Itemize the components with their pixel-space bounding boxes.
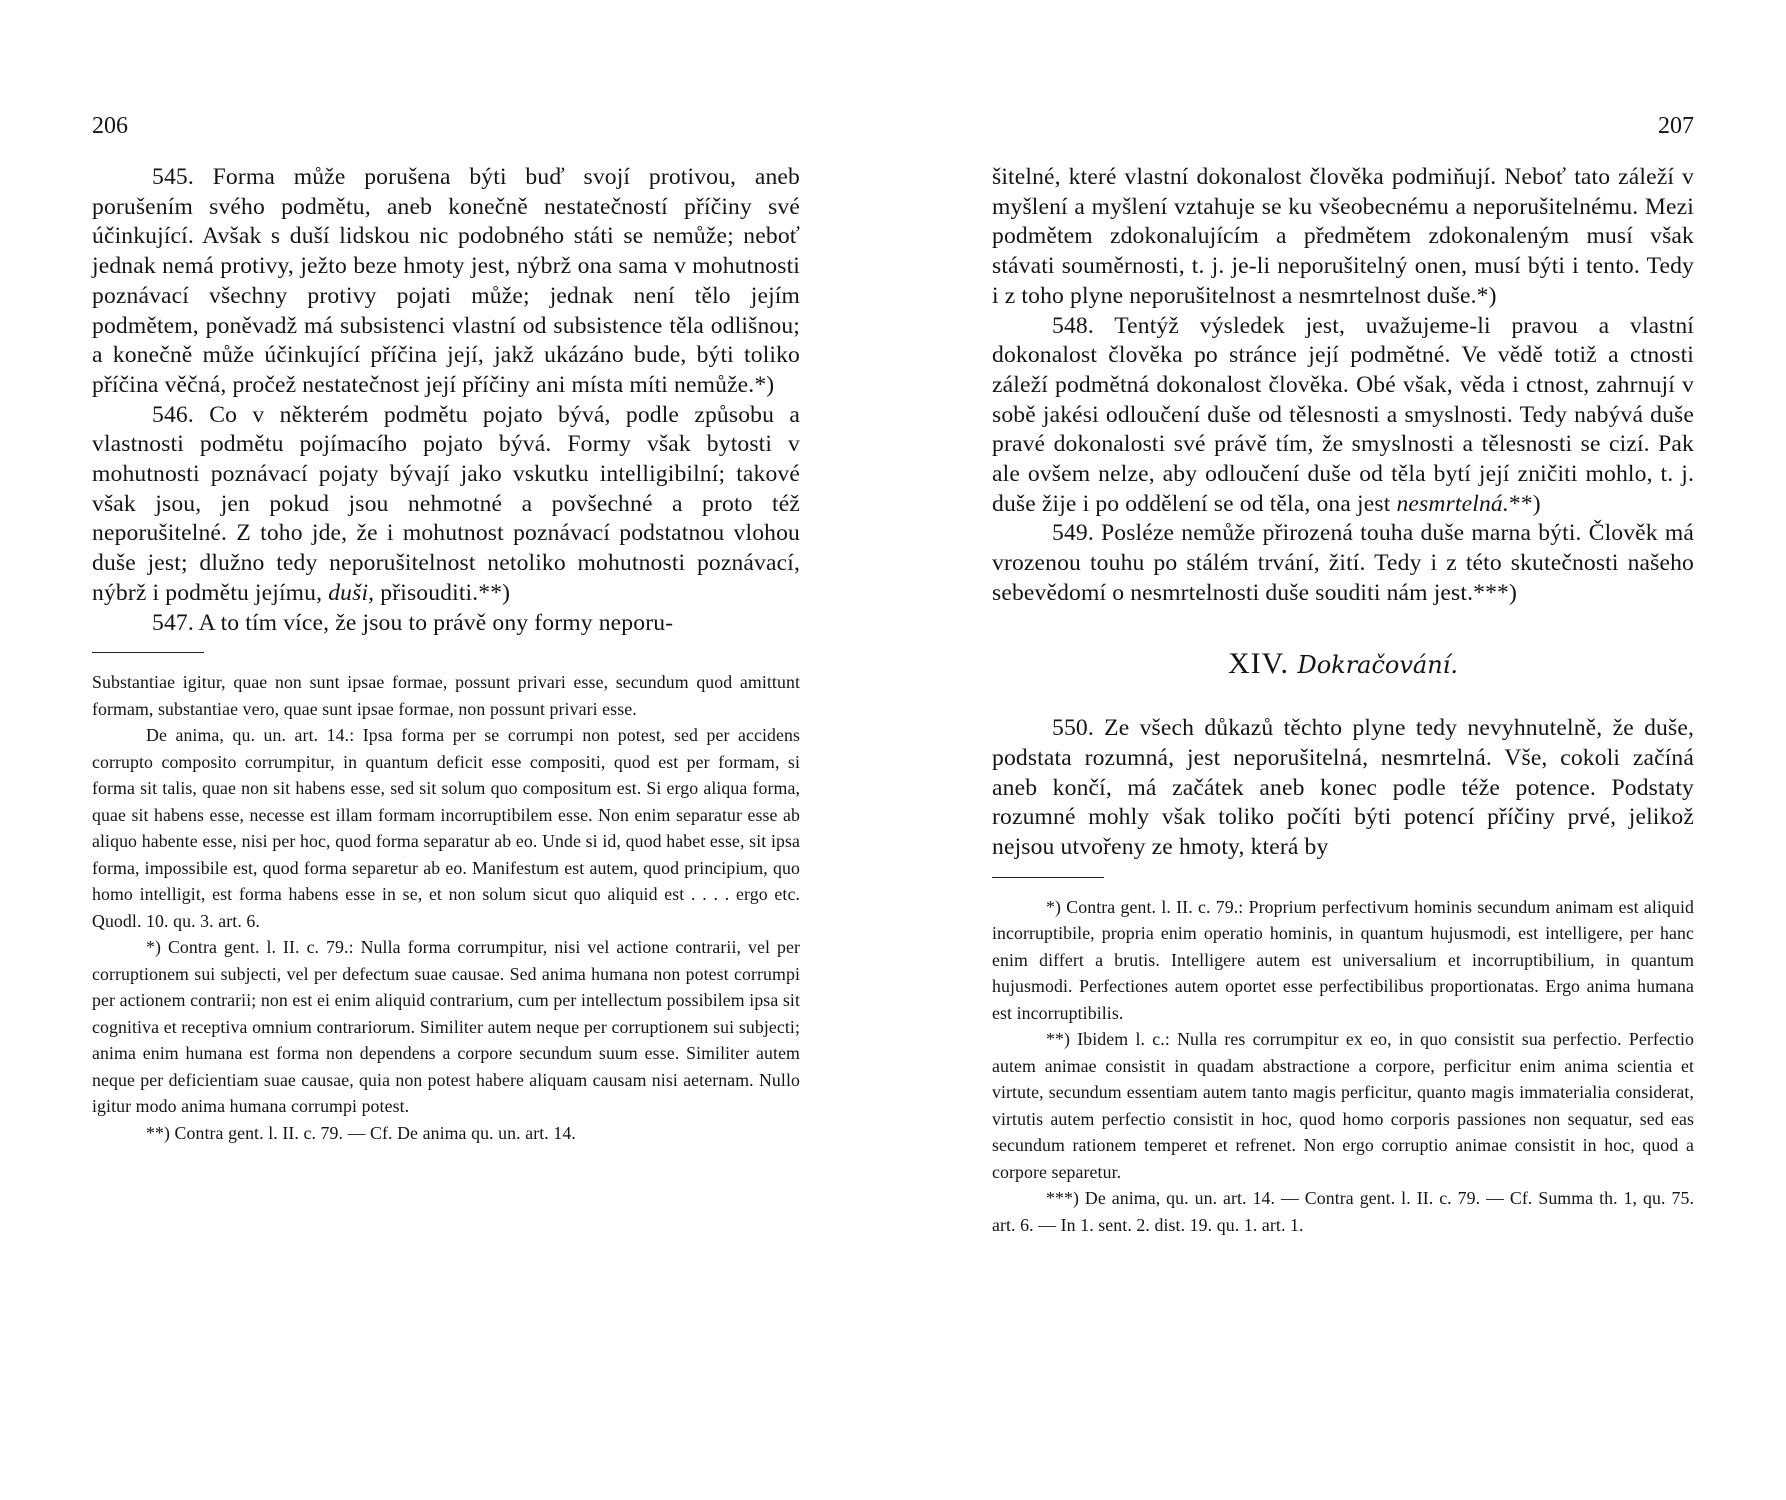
paragraph-545: 545. Forma může porušena býti buď svojí protivou, aneb porušením svého podmětu, aneb konečně nestatečností příčiny své účinkující. Avšak s duší lidskou nic podobného státi se nemůže; neboť jednak nemá protivy, ježto beze hmoty jest, nýbrž ona sama v mohutnosti poznávací všechny protivy pojati může; jednak není tělo jejím podmětem, poněvadž má subsistenci vlastní od subsistence těla odlišnou; a konečně může účinkující příčina její, jakž ukázáno bude, býti toliko příčina věčná, pročež nestatečnost její příčiny ani místa míti nemůže.*) xyxy=(92,164,800,398)
footnote-3: ***) De anima, qu. un. art. 14. — Contra gent. l. II. c. 79. — Cf. Summa th. 1, qu. 75. art. 6. — In 1. sent. 2. dist. 19. qu. 1. art. 1. xyxy=(992,1188,1694,1235)
emphasis-dusi: duši, xyxy=(328,579,375,606)
page-number: 207 xyxy=(1658,113,1694,139)
footnote-1: *) Contra gent. l. II. c. 79.: Nulla forma corrumpitur, nisi vel actione contrarii, vel per corruptionem sui subjecti, vel per defectum suae causae. Sed anima humana non potest corrumpi per actionem contrarii; non est ei enim aliquid contrarium, cum per intellectum possibilem ipsa sit cognitiva et receptiva omnium contrariorum. Similiter autem neque per corruptionem sui subjecti; anima enim humana est forma non dependens a corpore secundum suum esse. Similiter autem neque per deficientiam suae causae, quia non potest habere aliquam causam nisi aeternam. Nullo igitur modo anima humana corrumpi potest. xyxy=(92,937,800,1117)
paragraph-550: 550. Ze všech důkazů těchto plyne tedy nevyhnutelně, že duše, podstata rozumná, jest neporušitelná, nesmrtelná. Vše, cokoli začíná aneb končí, má začátek aneb konec podle téže potence. Podstaty rozumné mohly však toliko počíti býti potencí příčiny prvé, jelikož nejsou utvořeny ze hmoty, která by xyxy=(992,715,1694,861)
main-text xyxy=(92,163,800,1146)
paragraph-548-end: **) xyxy=(1508,490,1541,517)
section-heading xyxy=(992,646,1694,681)
paragraph-547: 547. A to tím více, že jsou to právě ony formy neporu- xyxy=(152,609,674,636)
footnote-divider xyxy=(992,877,1104,878)
right-page xyxy=(992,0,1694,1500)
footnote-1: *) Contra gent. l. II. c. 79.: Proprium perfectivum hominis secundum animam est aliquid incorruptibile, propria enim operatio hominis, in quantum hujusmodi, est intelligere, per hanc enim differt a brutis. Intelligere autem est universalium et incorruptibilium, in quantum hujusmodi. Perfectiones autem oportet esse perfectibilibus proportionatas. Ergo anima humana est incorruptibilis. xyxy=(992,896,1694,1023)
footnotes xyxy=(92,669,800,1146)
paragraph-546-text: 546. Co v některém podmětu pojato bývá, podle způsobu a vlastnosti podmětu pojímacího pojato bývá. Formy však bytosti v mohutnosti poznávací pojaty bývají jako vskutku intelligibilní; takové však jsou, jen pokud jsou nehmotné a povšechné a proto též neporušitelné. Z toho jde, že i mohutnost poznávací podstatnou vlohou duše jest; dlužno tedy neporušitelnost netoliko mohutnosti poznávací, nýbrž i podmětu jejímu, xyxy=(92,401,800,606)
footnote-2: **) Contra gent. l. II. c. 79. — Cf. De anima qu. un. art. 14. xyxy=(146,1122,576,1143)
paragraph-547-continued: šitelné, které vlastní dokonalost člověka podmiňují. Neboť tato záleží v myšlení a myšlení vztahuje se ku všeobecnému a neporušitelnému. Mezi podmětem zdokonalujícím a předmětem zdokonaleným musí však stávati souměrnosti, t. j. je-li neporušitelný onen, musí býti i tento. Tedy i z toho plyne neporušitelnost a nesmrtelnost duše.*) xyxy=(992,164,1694,309)
footnote-2: **) Ibidem l. c.: Nulla res corrumpitur ex eo, in quo consistit sua perfectio. Perfectio autem animae consistit in quadam abstractione a corpore, perficitur enim anima scientia et virtute, secundum essentiam autem tanto magis perficitur, quanto magis immaterialia considerat, virtutis autem perfectio consistit in hoc, quod homo corporis passiones non sequatur, sed eas secundum rationem temperet et refrenet. Non ergo corruptio animae consistit in hoc, quod a corpore separetur. xyxy=(992,1029,1694,1182)
footnotes xyxy=(992,894,1694,1239)
footnote-divider xyxy=(92,652,204,653)
emphasis-nesmrtelna: nesmrtelná. xyxy=(1396,490,1509,517)
footnote-de-anima: De anima, qu. un. art. 14.: Ipsa forma per se corrumpi non potest, sed per accidens corrupto composito corrumpitur, in quantum deficit esse compositi, quod est per formam, si forma sit talis, quae non sit habens esse, sed sit solum quo compositum est. Si ergo aliqua forma, quae sit habens esse, necesse est illam formam incorruptibilem esse. Non enim separatur esse ab aliquo habente esse, nisi per hoc, quod forma separatur ab eo. Unde si id, quod habet esse, sit ipsa forma, impossibile est, quod forma separetur ab eo. Manifestum est autem, quod principium, quo homo intelligit, est forma habens esse in se, et non solum sicut quo aliquid est . . . . ergo etc. Quodl. 10. qu. 3. art. 6. xyxy=(92,725,800,931)
section-title: Dokračování. xyxy=(1297,650,1458,679)
paragraph-546-end: přisouditi.**) xyxy=(380,579,511,606)
left-page xyxy=(92,0,800,1500)
main-text xyxy=(992,163,1694,1238)
footnote-continuation: Substantiae igitur, quae non sunt ipsae formae, possunt privari esse, secundum quod amittunt formam, substantiae vero, quae sunt ipsae formae, non possunt privari esse. xyxy=(92,672,800,719)
section-numeral: XIV. xyxy=(1228,646,1289,680)
paragraph-549: 549. Posléze nemůže přirozená touha duše marna býti. Člověk má vrozenou touhu po stálém trvání, žití. Tedy i z této skutečnosti našeho sebevědomí o nesmrtelnosti duše souditi nám jest.***) xyxy=(992,520,1694,606)
paragraph-548 xyxy=(992,312,1694,520)
paragraph-546 xyxy=(92,401,800,609)
page-number: 206 xyxy=(92,113,128,139)
paragraph-548-text: 548. Tentýž výsledek jest, uvažujeme-li pravou a vlastní dokonalost člověka po stránce její podmětné. Ve vědě totiž a ctnosti záleží podmětná dokonalost člověka. Obé však, věda i ctnost, zahrnují v sobě jakési odloučení duše od tělesnosti a smyslnosti. Tedy nabývá duše pravé dokonalosti své právě tím, že smyslnosti a tělesnosti se cizí. Pak ale ovšem nelze, aby odloučení duše od těla bytí její zničiti mohlo, t. j. duše žije i po oddělení se od těla, ona jest xyxy=(992,312,1694,517)
